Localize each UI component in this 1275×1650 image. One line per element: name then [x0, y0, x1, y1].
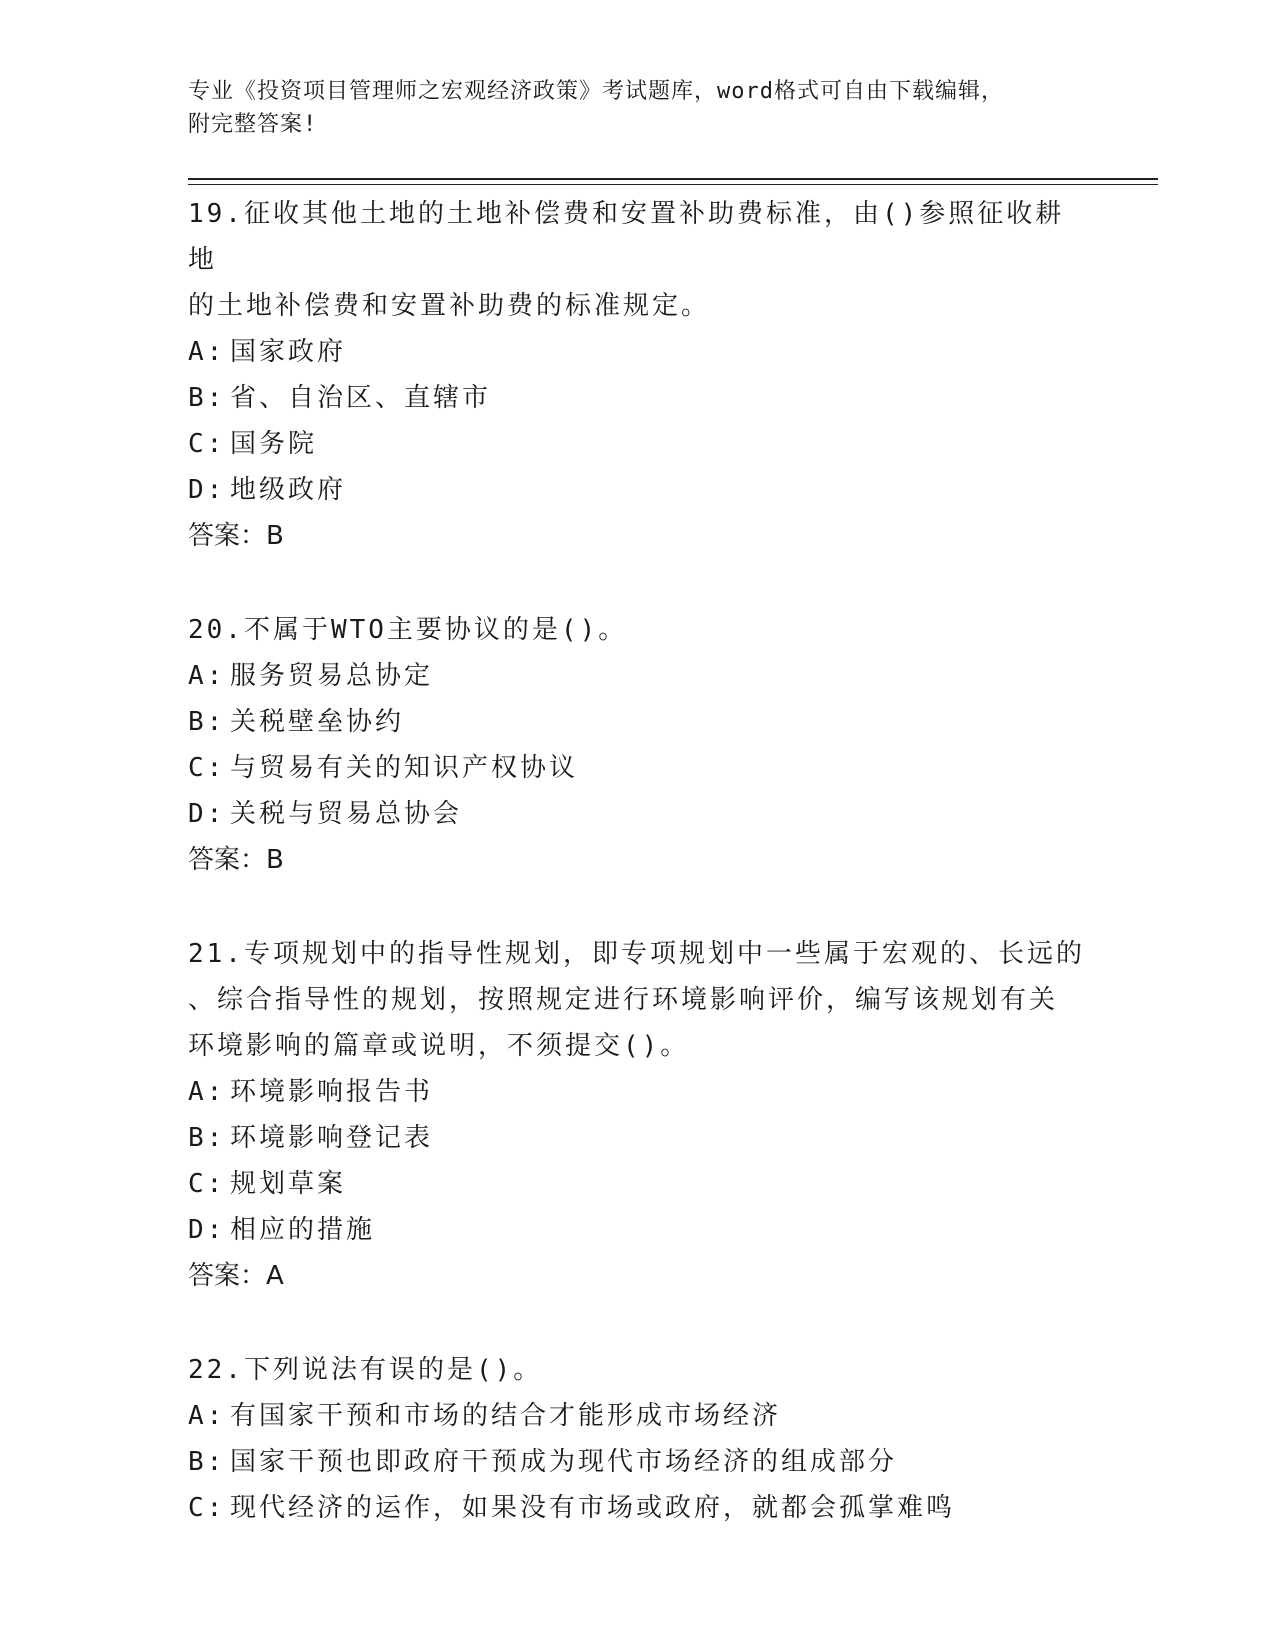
header-divider-thick — [188, 178, 1158, 180]
header-divider-thin — [188, 184, 1158, 185]
question-stem-line: 19.征收其他土地的土地补偿费和安置补助费标准，由()参照征收耕地 — [188, 199, 1065, 275]
option-text: 国务院 — [230, 429, 318, 459]
option-text: 关税壁垒协约 — [230, 707, 405, 737]
answer-option — [188, 467, 1088, 513]
option-text: 关税与贸易总协会 — [230, 799, 463, 829]
option-text: 地级政府 — [230, 475, 347, 505]
answer-option — [188, 1069, 1088, 1115]
answer-option — [188, 329, 1088, 375]
header-line-1: 专业《投资项目管理师之宏观经济政策》考试题库，word格式可自由下载编辑， — [188, 79, 1004, 104]
option-key: B: — [188, 1447, 226, 1477]
option-key: B: — [188, 707, 226, 737]
answer-option — [188, 1393, 1088, 1439]
question-stem-line: 环境影响的篇章或说明，不须提交()。 — [188, 1031, 690, 1061]
option-key: A: — [188, 1401, 226, 1431]
question-stem-line: 、综合指导性的规划，按照规定进行环境影响评价，编写该规划有关 — [188, 985, 1059, 1015]
answer-key: 答案：A — [188, 1261, 284, 1291]
option-text: 现代经济的运作，如果没有市场或政府，就都会孤掌难鸣 — [230, 1493, 956, 1523]
option-text: 服务贸易总协定 — [230, 661, 434, 691]
answer-option — [188, 421, 1088, 467]
answer-option — [188, 1161, 1088, 1207]
option-text: 国家政府 — [230, 337, 347, 367]
question-block — [188, 607, 1088, 883]
option-key: B: — [188, 1123, 226, 1153]
option-text: 与贸易有关的知识产权协议 — [230, 753, 579, 783]
option-key: D: — [188, 475, 226, 505]
question-stem-line: 22.下列说法有误的是()。 — [188, 1355, 543, 1385]
question-block — [188, 191, 1088, 559]
option-text: 环境影响登记表 — [230, 1123, 434, 1153]
question-block — [188, 1347, 1088, 1531]
option-key: C: — [188, 1169, 226, 1199]
option-key: B: — [188, 383, 226, 413]
option-key: C: — [188, 429, 226, 459]
option-key: A: — [188, 337, 226, 367]
answer-option — [188, 1207, 1088, 1253]
option-key: A: — [188, 661, 226, 691]
answer-option — [188, 1115, 1088, 1161]
answer-key: 答案：B — [188, 845, 284, 875]
option-key: C: — [188, 1493, 226, 1523]
document-header — [188, 75, 1088, 141]
answer-option — [188, 653, 1088, 699]
answer-option — [188, 1485, 1088, 1531]
option-key: C: — [188, 753, 226, 783]
answer-option — [188, 699, 1088, 745]
option-text: 国家干预也即政府干预成为现代市场经济的组成部分 — [230, 1447, 898, 1477]
answer-option — [188, 375, 1088, 421]
answer-option — [188, 791, 1088, 837]
question-stem-line: 21.专项规划中的指导性规划，即专项规划中一些属于宏观的、长远的 — [188, 939, 1085, 969]
header-line-2: 附完整答案! — [188, 112, 318, 137]
option-text: 省、自治区、直辖市 — [230, 383, 492, 413]
question-block — [188, 931, 1088, 1299]
option-key: D: — [188, 1215, 226, 1245]
option-text: 相应的措施 — [230, 1215, 376, 1245]
option-text: 环境影响报告书 — [230, 1077, 434, 1107]
answer-key: 答案：B — [188, 521, 284, 551]
question-stem-line: 20.不属于WTO主要协议的是()。 — [188, 615, 628, 645]
question-stem-line: 的土地补偿费和安置补助费的标准规定。 — [188, 291, 711, 321]
option-text: 规划草案 — [230, 1169, 347, 1199]
document-page — [188, 0, 1158, 1650]
answer-option — [188, 1439, 1088, 1485]
option-key: A: — [188, 1077, 226, 1107]
answer-option — [188, 745, 1088, 791]
option-key: D: — [188, 799, 226, 829]
option-text: 有国家干预和市场的结合才能形成市场经济 — [230, 1401, 782, 1431]
question-list — [188, 191, 1088, 1579]
